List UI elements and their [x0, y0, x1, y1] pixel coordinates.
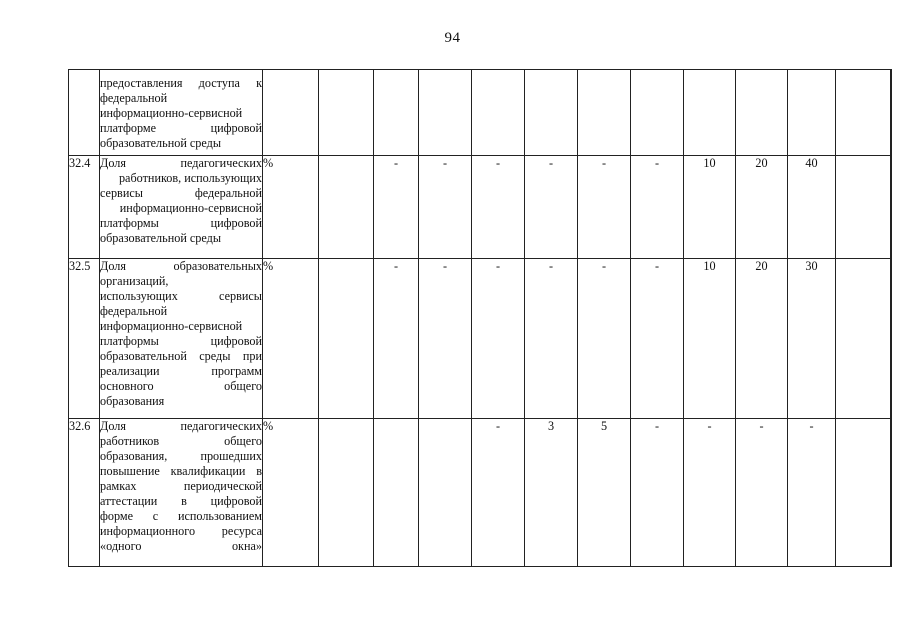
value-cell: -	[374, 259, 419, 419]
name-line: информационного ресурса	[100, 524, 262, 538]
name-line: образования	[100, 394, 165, 408]
value-cell	[736, 70, 788, 156]
name-line: платформы цифровой	[100, 216, 262, 230]
unit-cell: %	[263, 259, 319, 419]
name-line: основного общего	[100, 379, 262, 393]
name-line: информационно-сервисной	[119, 201, 262, 215]
name-line: использующих сервисы	[100, 289, 262, 303]
table-row	[69, 259, 892, 419]
value-cell: 40	[788, 156, 836, 259]
value-cell: -	[631, 156, 684, 259]
table-row	[69, 419, 892, 567]
name-line: информационно-сервисной	[100, 106, 243, 120]
value-cell	[631, 70, 684, 156]
value-cell: -	[631, 419, 684, 567]
name-line: реализации программ	[100, 364, 262, 378]
value-cell	[836, 259, 891, 419]
indicator-name	[100, 156, 263, 259]
indicators-table	[68, 69, 892, 567]
value-cell: 20	[736, 259, 788, 419]
value-cell	[419, 419, 472, 567]
table-row	[69, 70, 892, 156]
name-line: образовательной среды	[100, 136, 222, 150]
value-cell	[525, 70, 578, 156]
value-cell: 5	[578, 419, 631, 567]
name-line: образовательной среды при	[100, 349, 262, 363]
value-cell: -	[736, 419, 788, 567]
value-cell: -	[374, 156, 419, 259]
name-line: федеральной	[100, 304, 168, 318]
name-line: Доля педагогических	[100, 156, 262, 170]
name-line: Доля образовательных	[100, 259, 262, 273]
value-cell	[578, 70, 631, 156]
name-line: работников, использующих	[118, 171, 262, 185]
name-line: Доля педагогических	[100, 419, 262, 433]
name-line: информационно-сервисной	[100, 319, 243, 333]
name-line: аттестации в цифровой	[100, 494, 262, 508]
value-cell: -	[525, 259, 578, 419]
value-cell	[319, 70, 374, 156]
value-cell	[788, 70, 836, 156]
value-cell: -	[578, 156, 631, 259]
value-cell	[891, 419, 892, 567]
name-line: платформе цифровой	[100, 121, 262, 135]
value-cell: -	[684, 419, 736, 567]
value-cell: -	[472, 419, 525, 567]
name-line: платформы цифровой	[100, 334, 262, 348]
value-cell	[891, 156, 892, 259]
name-line: образования, прошедших	[100, 449, 262, 463]
unit-cell: %	[263, 156, 319, 259]
value-cell: -	[472, 259, 525, 419]
value-cell	[374, 70, 419, 156]
unit-cell: %	[263, 419, 319, 567]
value-cell: 10	[684, 259, 736, 419]
value-cell	[684, 70, 736, 156]
row-number: 32.5	[69, 259, 100, 419]
name-line: предоставления доступа к	[100, 76, 262, 90]
value-cell: -	[419, 259, 472, 419]
name-line: сервисы федеральной	[100, 186, 262, 200]
value-cell: 10	[684, 156, 736, 259]
value-cell: -	[472, 156, 525, 259]
indicator-name	[100, 419, 263, 567]
value-cell	[836, 156, 891, 259]
name-line: работников общего	[100, 434, 262, 448]
value-cell: 30	[788, 259, 836, 419]
name-line: «одного окна»	[100, 539, 262, 553]
unit-cell	[263, 70, 319, 156]
value-cell	[836, 419, 891, 567]
value-cell: -	[578, 259, 631, 419]
value-cell	[374, 419, 419, 567]
name-line: рамках периодической	[100, 479, 262, 493]
name-line: повышение квалификации в	[100, 464, 262, 478]
indicator-name	[100, 259, 263, 419]
value-cell: -	[788, 419, 836, 567]
value-cell: 3	[525, 419, 578, 567]
value-cell	[472, 70, 525, 156]
value-cell: -	[631, 259, 684, 419]
name-line: форме с использованием	[100, 509, 262, 523]
indicator-name	[100, 70, 263, 156]
value-cell	[319, 419, 374, 567]
value-cell	[891, 259, 892, 419]
name-line: федеральной	[100, 91, 168, 105]
value-cell	[836, 70, 891, 156]
value-cell: 20	[736, 156, 788, 259]
value-cell	[319, 156, 374, 259]
value-cell: -	[525, 156, 578, 259]
value-cell	[319, 259, 374, 419]
value-cell	[419, 70, 472, 156]
page-number: 94	[444, 30, 461, 46]
value-cell	[891, 70, 892, 156]
row-number	[69, 70, 100, 156]
value-cell: -	[419, 156, 472, 259]
name-line: образовательной среды	[100, 231, 222, 245]
table-row	[69, 156, 892, 259]
row-number: 32.6	[69, 419, 100, 567]
row-number: 32.4	[69, 156, 100, 259]
name-line: организаций,	[100, 274, 169, 288]
